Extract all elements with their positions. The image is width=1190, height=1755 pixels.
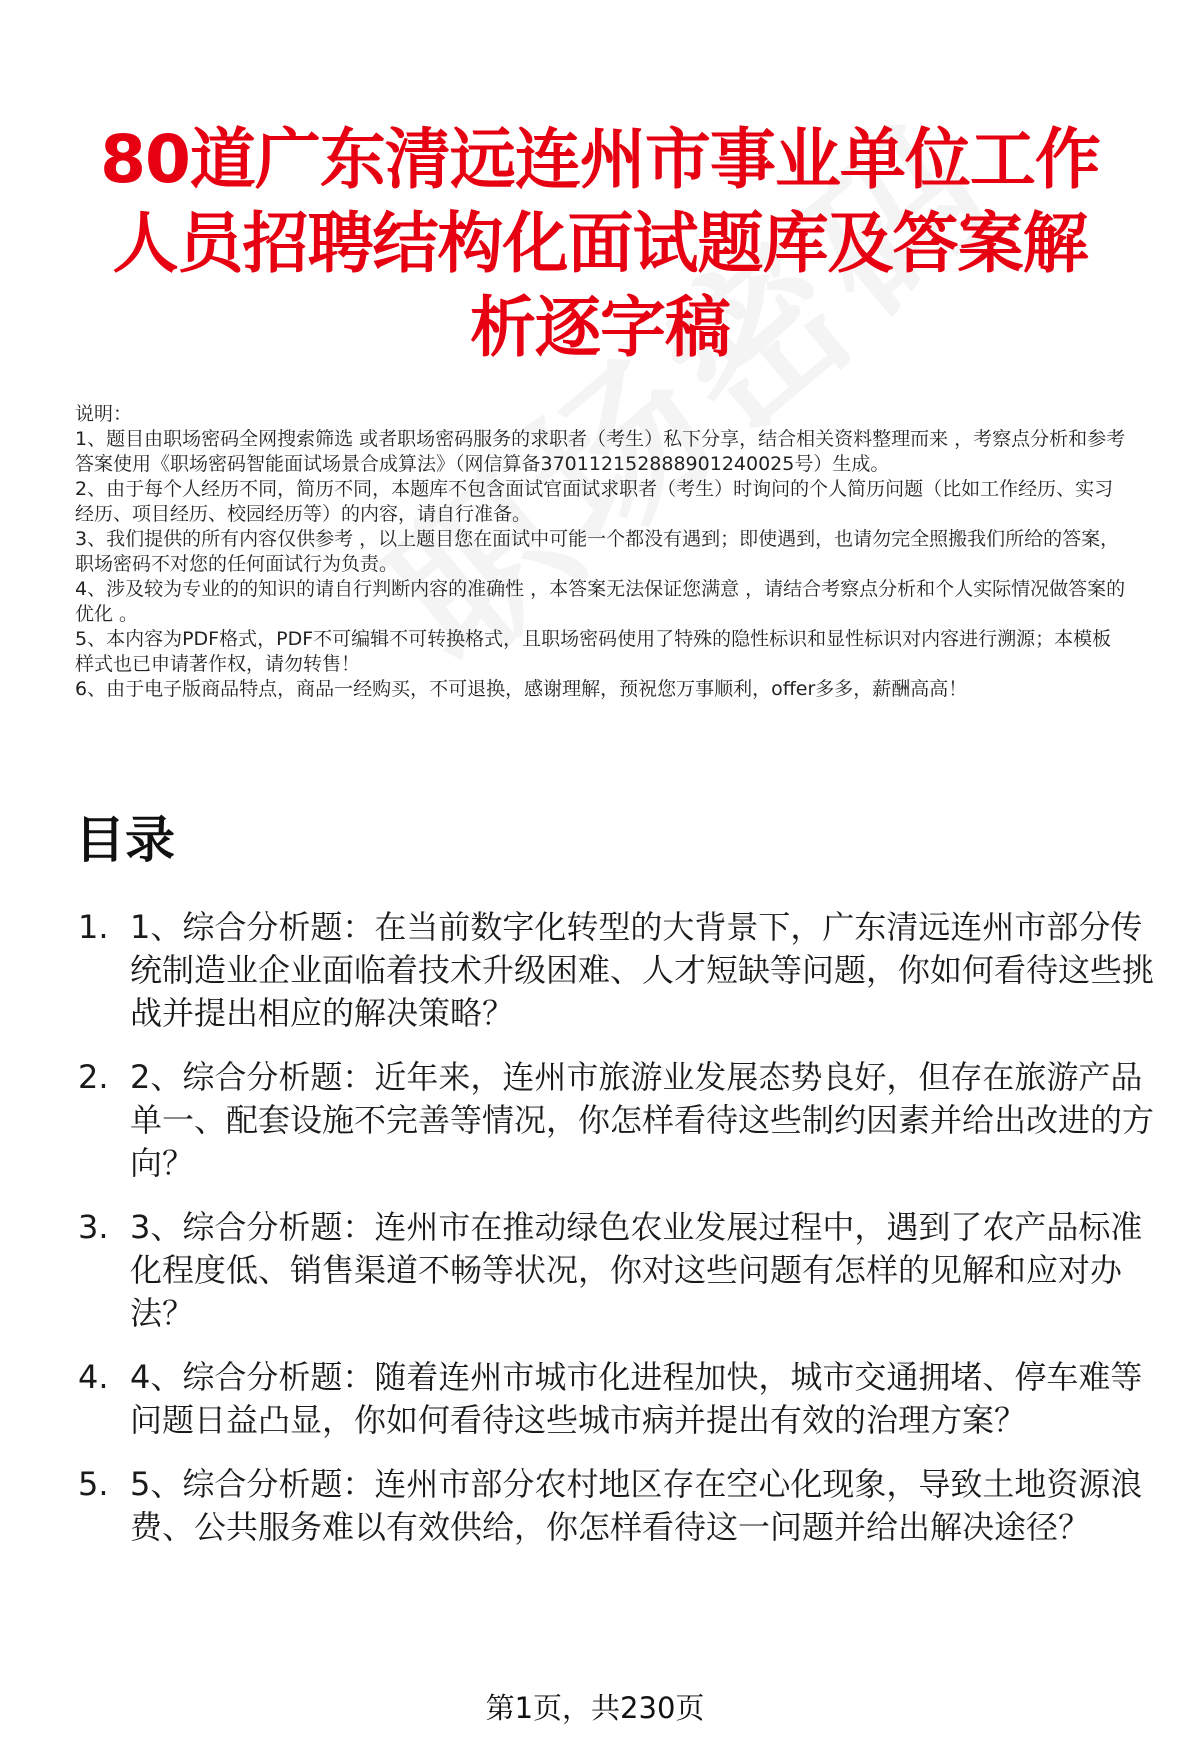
toc-item[interactable] (78, 1206, 1168, 1335)
note-item: 2、由于每个人经历不同，简历不同，本题库不包含面试官面试求职者（考生）时询问的个人简历问题（比如工作经历、实习经历、项目经历、校园经历等）的内容，请自行准备。 (75, 478, 1114, 525)
toc-heading: 目录 (75, 811, 175, 869)
note-item: 6、由于电子版商品特点，商品一经购买，不可退换，感谢理解，预祝您万事顺利，offer多多，薪酬高高！ (75, 678, 968, 700)
toc-item-number: 1. (78, 908, 109, 946)
note-item: 3、我们提供的所有内容仅供参考 ，以上题目您在面试中可能一个都没有遇到；即使遇到，也请勿完全照搬我们所给的答案，职场密码不对您的任何面试行为负责。 (75, 528, 1120, 575)
document-title: 80道广东清远连州市事业单位工作人员招聘结构化面试题库及答案解析逐字稿 (100, 121, 1100, 366)
toc-list (78, 906, 1168, 1570)
note-item: 1、题目由职场密码全网搜索筛选 或者职场密码服务的求职者（考生）私下分享，结合相关资料整理而来 ，考察点分析和参考答案使用《职场密码智能面试场景合成算法》（网信算备370112152888901240025号）生成。 (75, 428, 1126, 475)
note-item: 4、涉及较为专业的的知识的请自行判断内容的准确性 ，本答案无法保证您满意 ，请结合考察点分析和个人实际情况做答案的优化 。 (75, 578, 1126, 625)
toc-item[interactable] (78, 1463, 1168, 1549)
toc-item-text[interactable]: 2、综合分析题：近年来，连州市旅游业发展态势良好，但存在旅游产品单一、配套设施不完善等情况，你怎样看待这些制约因素并给出改进的方向？ (130, 1058, 1155, 1182)
toc-item-number: 4. (78, 1358, 109, 1396)
toc-item-number: 3. (78, 1208, 109, 1246)
page-footer: 第1页，共230页 (485, 1691, 705, 1725)
toc-item-text[interactable]: 5、综合分析题：连州市部分农村地区存在空心化现象，导致土地资源浪费、公共服务难以有效供给，你怎样看待这一问题并给出解决途径？ (130, 1465, 1143, 1546)
toc-item-number: 2. (78, 1058, 109, 1096)
notes-heading: 说明： (75, 403, 133, 425)
toc-item-number: 5. (78, 1465, 109, 1503)
toc-item-text[interactable]: 3、综合分析题：连州市在推动绿色农业发展过程中，遇到了农产品标准化程度低、销售渠道不畅等状况，你对这些问题有怎样的见解和应对办法？ (130, 1208, 1143, 1332)
toc-item-text[interactable]: 1、综合分析题：在当前数字化转型的大背景下，广东清远连州市部分传统制造业企业面临着技术升级困难、人才短缺等问题，你如何看待这些挑战并提出相应的解决策略？ (130, 908, 1155, 1032)
toc-item-text[interactable]: 4、综合分析题：随着连州市城市化进程加快，城市交通拥堵、停车难等问题日益凸显，你如何看待这些城市病并提出有效的治理方案？ (130, 1358, 1143, 1439)
toc-item[interactable] (78, 1356, 1168, 1442)
notes-section (75, 402, 1130, 702)
toc-item[interactable] (78, 906, 1168, 1035)
toc-item[interactable] (78, 1056, 1168, 1185)
note-item: 5、本内容为PDF格式，PDF不可编辑不可转换格式，且职场密码使用了特殊的隐性标识和显性标识对内容进行溯源；本模板样式也已申请著作权，请勿转售！ (75, 628, 1112, 675)
